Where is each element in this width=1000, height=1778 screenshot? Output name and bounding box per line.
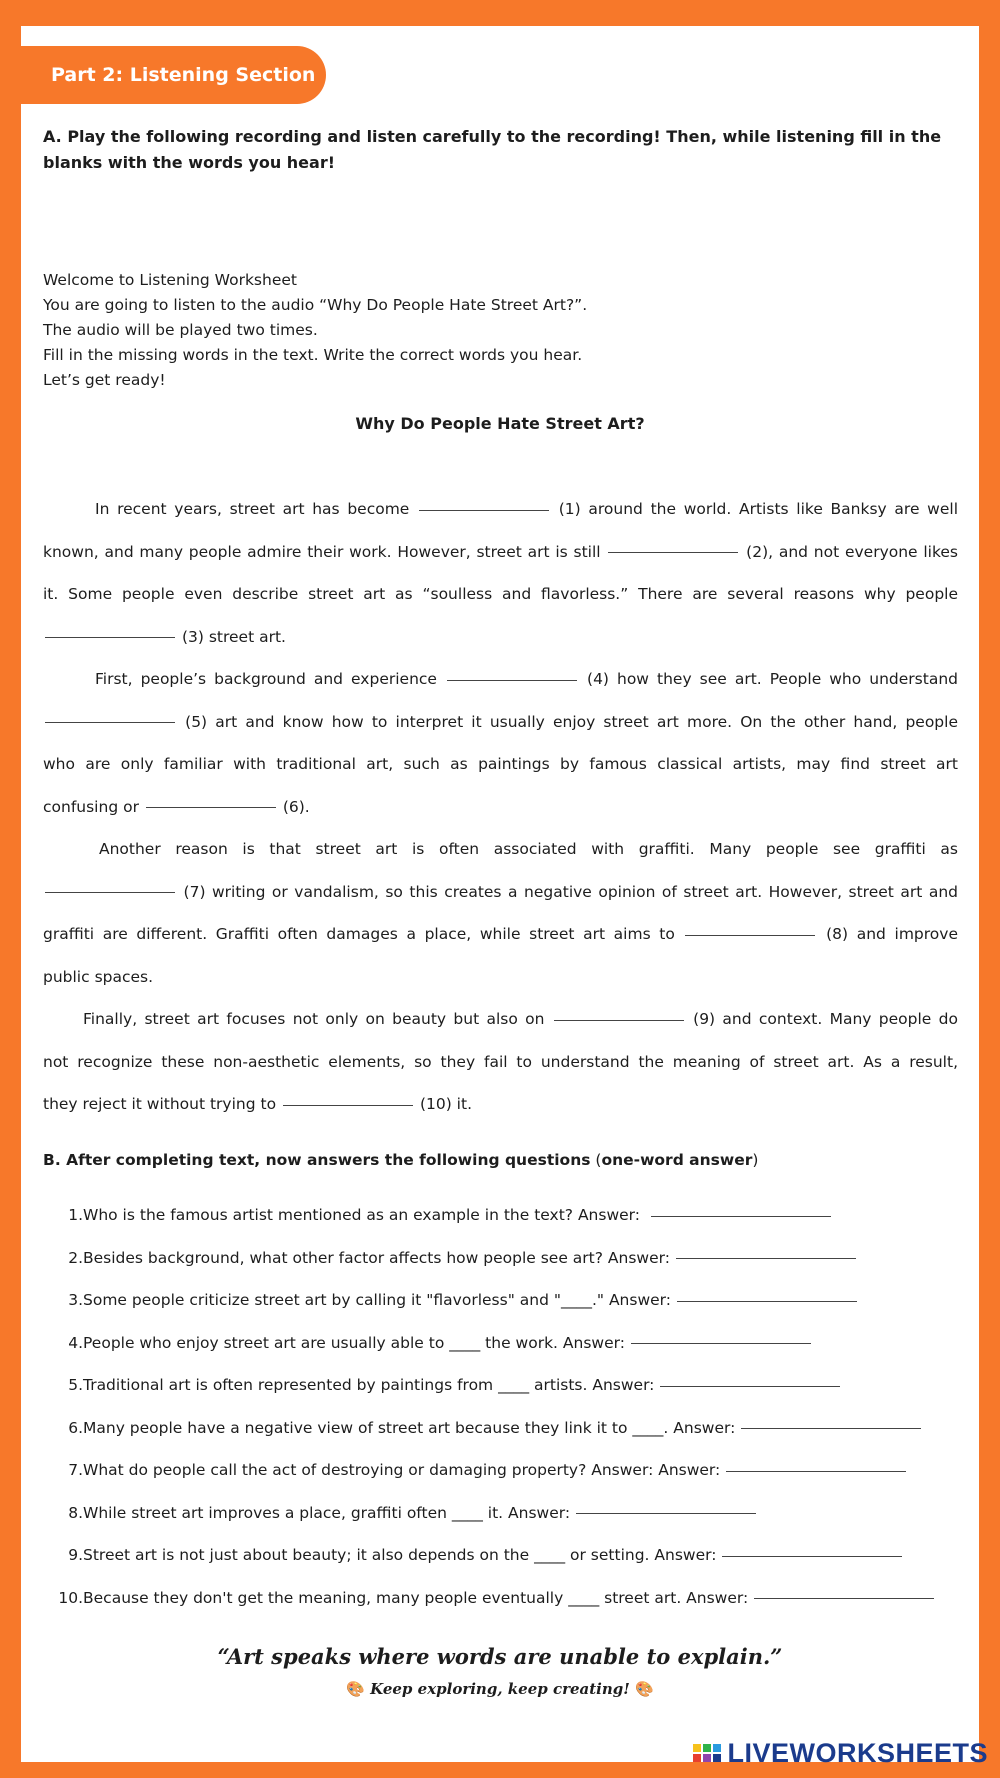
intro-line: Welcome to Listening Worksheet [43, 271, 297, 289]
story-text-segment: (2), and not everyone likes [746, 542, 959, 561]
fill-blank-8[interactable] [685, 934, 815, 936]
question-text: Many people have a negative view of street art because they link it to ____. Answer: [83, 1418, 736, 1437]
story-text-segment: (8) and improve [826, 925, 958, 943]
closing-tagline [21, 1680, 979, 1698]
story-line [43, 956, 958, 999]
intro-block [43, 268, 943, 393]
fill-blank-6[interactable] [146, 806, 276, 808]
story-line [43, 1083, 958, 1126]
story-text-segment: it. Some people even describe street art as “soulless and flavorless.” There are several reasons why people [43, 585, 958, 603]
closing-quote: “Art speaks where words are unable to explain.” [217, 1644, 783, 1669]
story-line [43, 658, 958, 701]
question-number: 3. [68, 1291, 83, 1309]
question-item [43, 1534, 978, 1577]
story-line [43, 701, 958, 744]
story-line [43, 488, 958, 531]
story-line [43, 1041, 958, 1084]
section-b-instruction [43, 1151, 968, 1169]
story-line [43, 913, 958, 956]
question-text: While street art improves a place, graffiti often ____ it. Answer: [83, 1503, 571, 1522]
story-text-segment: In recent years, street art has become [95, 500, 410, 518]
fill-blank-5[interactable] [45, 721, 175, 723]
answer-input[interactable] [631, 1342, 811, 1344]
section-b-instruction-main: B. After completing text, now answers the following questions [43, 1151, 591, 1169]
story-text-segment: not recognize these non-aesthetic elements, so they fail to understand the meaning of street art. As a result, [43, 1052, 958, 1071]
story-line [43, 616, 958, 659]
story-text-segment: (1) around the world. Artists like Banksy are well [558, 500, 958, 518]
story-text-segment: (5) art and know how to interpret it usually enjoy street art more. On the other hand, people [185, 712, 958, 731]
question-text: People who enjoy street art are usually able to ____ the work. Answer: [83, 1333, 625, 1352]
answer-input[interactable] [677, 1300, 857, 1302]
question-item [43, 1449, 978, 1492]
intro-line: You are going to listen to the audio “Why Do People Hate Street Art?”. [43, 296, 588, 314]
question-number: 4. [68, 1333, 83, 1352]
story-line [43, 998, 958, 1041]
fill-blank-1[interactable] [419, 509, 549, 511]
question-text: Who is the famous artist mentioned as an example in the text? Answer: [83, 1206, 645, 1224]
story-text-segment: (10) it. [419, 1095, 472, 1113]
question-number: 7. [68, 1461, 83, 1479]
story-line [43, 828, 958, 871]
logo-mark-icon [693, 1744, 721, 1762]
answer-input[interactable] [726, 1470, 906, 1472]
story-line [43, 531, 958, 574]
story-line [43, 786, 958, 829]
section-tab: Part 2: Listening Section [21, 46, 326, 104]
answer-input[interactable] [722, 1555, 902, 1557]
question-item [43, 1237, 978, 1280]
fill-blank-4[interactable] [447, 679, 577, 681]
fill-blank-7[interactable] [45, 891, 175, 893]
story-text-segment: (6). [282, 797, 310, 816]
story-line [43, 871, 958, 914]
story-text-segment: confusing or [43, 797, 139, 816]
paren-open: ( [590, 1151, 602, 1169]
palette-icon: 🎨 [346, 1680, 365, 1698]
question-item [43, 1322, 978, 1365]
story-text-segment: (9) and context. Many people do [693, 1010, 958, 1028]
answer-input[interactable] [576, 1512, 756, 1514]
story-text-segment: known, and many people admire their work. However, street art is still [43, 542, 601, 561]
answer-input[interactable] [660, 1385, 840, 1387]
story-text-segment: graffiti are different. Graffiti often damages a place, while street art aims to [43, 925, 675, 943]
fill-blank-9[interactable] [554, 1019, 684, 1021]
fill-blank-10[interactable] [283, 1104, 413, 1106]
worksheet-page [21, 26, 979, 1762]
fill-blank-3[interactable] [45, 636, 175, 638]
question-number: 6. [68, 1418, 83, 1437]
answer-input[interactable] [651, 1215, 831, 1217]
liveworksheets-logo [693, 1736, 988, 1770]
story-line [43, 743, 958, 786]
question-number: 5. [68, 1376, 83, 1394]
intro-line: Let’s get ready! [43, 371, 166, 389]
question-text: Because they don't get the meaning, many people eventually ____ street art. Answer: [83, 1588, 749, 1607]
question-list [43, 1194, 978, 1619]
tagline-text: Keep exploring, keep creating! [370, 1680, 630, 1698]
question-item [43, 1364, 978, 1407]
question-number: 2. [68, 1248, 83, 1267]
question-number: 8. [68, 1503, 83, 1522]
section-b-instruction-note: one-word answer [601, 1151, 753, 1169]
fill-blank-2[interactable] [608, 551, 738, 553]
intro-line: Fill in the missing words in the text. Write the correct words you hear. [43, 346, 583, 364]
question-item [43, 1407, 978, 1450]
question-item [43, 1577, 978, 1620]
question-number: 9. [68, 1546, 83, 1564]
question-text: Street art is not just about beauty; it also depends on the ____ or setting. Answer: [83, 1546, 717, 1564]
story-text-segment: public spaces. [43, 967, 154, 986]
palette-icon: 🎨 [635, 1680, 654, 1698]
question-item [43, 1279, 978, 1322]
story-text-segment: (3) street art. [181, 627, 286, 646]
question-item [43, 1194, 978, 1237]
intro-line: The audio will be played two times. [43, 321, 318, 339]
question-item [43, 1492, 978, 1535]
story-text-segment: (7) writing or vandalism, so this creates a negative opinion of street art. However, street art and [183, 882, 958, 901]
question-text: Some people criticize street art by calling it "flavorless" and "____." Answer: [83, 1291, 671, 1309]
answer-input[interactable] [754, 1597, 934, 1599]
question-text: What do people call the act of destroying or damaging property? Answer: Answer: [83, 1461, 721, 1479]
story-text-segment: (4) how they see art. People who understand [587, 670, 958, 688]
answer-input[interactable] [676, 1257, 856, 1259]
story-line [43, 573, 958, 616]
answer-input[interactable] [741, 1427, 921, 1429]
story-text [43, 488, 958, 1126]
story-text-segment: First, people’s background and experience [95, 670, 437, 688]
story-text-segment: Another reason is that street art is often associated with graffiti. Many people see graffiti as [99, 840, 958, 858]
story-text-segment: who are only familiar with traditional art, such as paintings by famous classical artists, may find street art [43, 755, 958, 773]
section-a-instruction: A. Play the following recording and listen carefully to the recording! Then, while listening fill in the blanks with the words you hear! [43, 127, 942, 172]
question-text: Traditional art is often represented by paintings from ____ artists. Answer: [83, 1376, 655, 1394]
story-title: Why Do People Hate Street Art? [355, 414, 645, 433]
question-number: 10. [58, 1588, 83, 1607]
story-text-segment: they reject it without trying to [43, 1095, 277, 1113]
question-text: Besides background, what other factor affects how people see art? Answer: [83, 1248, 670, 1267]
logo-text: LIVEWORKSHEETS [727, 1737, 988, 1768]
question-number: 1. [68, 1206, 83, 1224]
story-text-segment: Finally, street art focuses not only on beauty but also on [83, 1010, 545, 1028]
paren-close: ) [752, 1151, 759, 1169]
